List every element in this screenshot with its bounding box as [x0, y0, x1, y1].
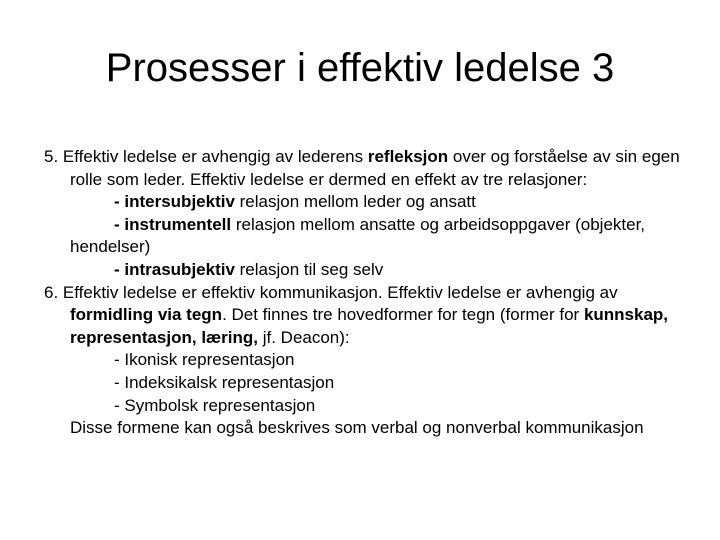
- relation-intrasubjective-text: relasjon til seg selv: [234, 259, 384, 279]
- paragraph-6-bold-d: kunnskap, representasjon, læring,: [70, 305, 669, 347]
- paragraph-5-text-c: over og forståelse av sin egen rolle som leder. Effektiv ledelse er dermed en effekt av tre relasjoner:: [70, 147, 680, 189]
- form-symbolic: - Symbolsk representasjon: [114, 395, 316, 415]
- paragraph-6-text-a: 6. Effektiv ledelse er effektiv kommunikasjon. Effektiv ledelse er avhengig av: [44, 282, 618, 302]
- paragraph-6-text-c: . Det finnes tre hovedformer for tegn (former for: [222, 305, 584, 325]
- paragraph-5: [44, 146, 704, 191]
- paragraph-6-bold-b: formidling via tegn: [70, 305, 223, 325]
- closing-text: Disse formene kan også beskrives som verbal og nonverbal kommunikasjon: [70, 418, 644, 438]
- relation-intersubjective: [44, 191, 704, 214]
- slide-body: [44, 146, 704, 440]
- relation-intersubjective-bold: - intersubjektiv: [114, 192, 235, 212]
- form-iconic: - Ikonisk representasjon: [114, 350, 295, 370]
- relation-intrasubjective: [44, 259, 704, 282]
- relation-instrumental-bold: - instrumentell: [114, 214, 232, 234]
- form-indexical: - Indeksikalsk representasjon: [114, 372, 335, 392]
- slide-title: Prosesser i effektiv ledelse 3: [105, 46, 615, 90]
- paragraph-5-text-a: 5. Effektiv ledelse er avhengig av lederens: [44, 147, 368, 166]
- relation-instrumental-text: relasjon mellom ansatte og arbeidsoppgaver (objekter, hendelser): [70, 214, 646, 257]
- relation-instrumental: [44, 214, 704, 259]
- paragraph-6-text-e: jf. Deacon):: [258, 327, 350, 347]
- paragraph-5-bold: refleksjon: [367, 147, 449, 166]
- paragraph-6: [44, 282, 704, 350]
- relation-intersubjective-text: relasjon mellom leder og ansatt: [234, 192, 476, 212]
- relation-intrasubjective-bold: - intrasubjektiv: [114, 259, 235, 279]
